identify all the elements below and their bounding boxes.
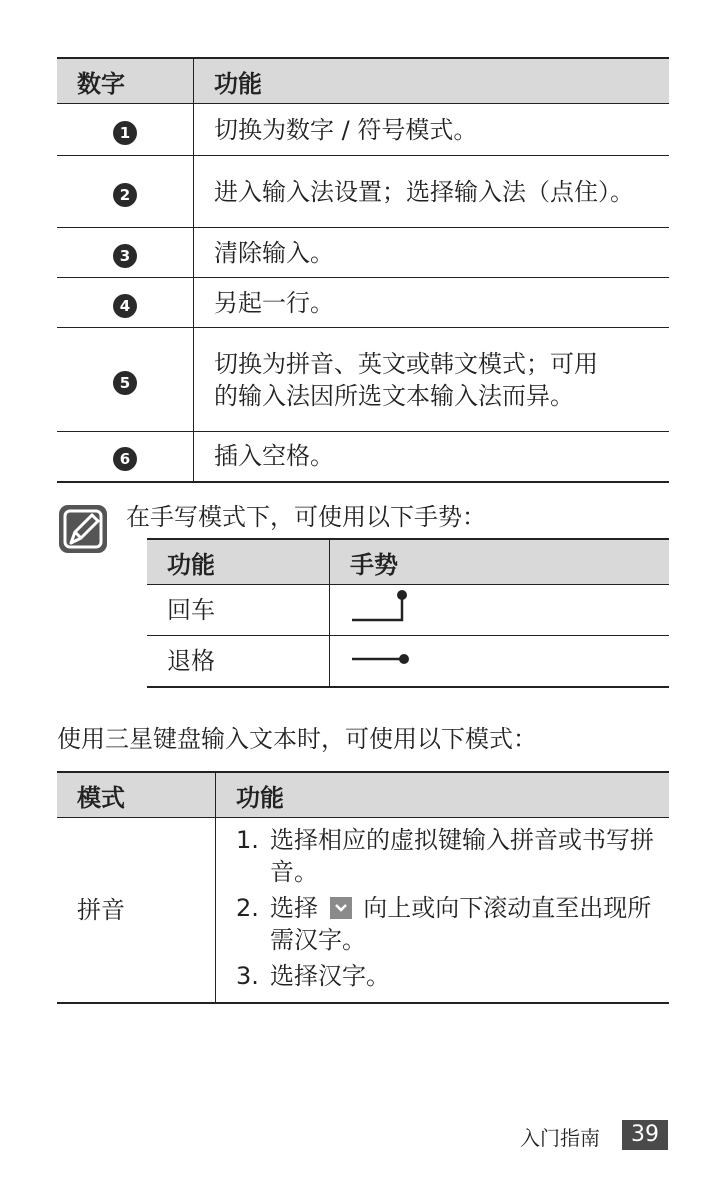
step-item (236, 892, 669, 956)
number-badge: 3 (113, 244, 137, 268)
row-text: 切换为拼音、英文或韩文模式；可用的输入法因所选文本输入法而异。 (194, 328, 670, 432)
section-label: 入门指南 (520, 1126, 600, 1150)
table-row (57, 104, 669, 156)
intro-text: 使用三星键盘输入文本时，可使用以下模式： (57, 725, 537, 753)
row-text: 另起一行。 (194, 278, 670, 328)
gesture-function: 退格 (147, 636, 330, 688)
row-text: 插入空格。 (194, 432, 670, 482)
row-text: 切换为数字 / 符号模式。 (194, 104, 670, 156)
number-badge: 2 (113, 183, 137, 207)
header-function: 功能 (147, 539, 330, 585)
header-gesture: 手势 (330, 539, 670, 585)
page-number: 39 (622, 1120, 668, 1150)
step-text: 选择相应的虚拟键输入拼音或书写拼音。 (270, 826, 654, 886)
step-number: 2. (236, 894, 259, 922)
step-text-post: 向上或向下滚动直至出现所需汉字。 (270, 894, 652, 954)
gesture-function: 回车 (147, 585, 330, 636)
dropdown-arrow-icon (330, 897, 352, 919)
function-table (57, 57, 669, 483)
step-number: 1. (236, 826, 259, 854)
step-number: 3. (236, 962, 259, 990)
step-item (236, 960, 669, 992)
backspace-gesture-icon (350, 647, 420, 675)
header-number: 数字 (57, 58, 194, 104)
table-row (57, 278, 669, 328)
row-text: 进入输入法设置；选择输入法（点住）。 (194, 156, 670, 228)
number-badge: 5 (113, 371, 137, 395)
number-badge: 1 (113, 121, 137, 145)
table-row (57, 328, 669, 432)
mode-name: 拼音 (57, 818, 216, 1004)
table-row (57, 228, 669, 278)
header-function: 功能 (216, 772, 670, 818)
note-pencil-icon (57, 503, 109, 555)
table-row (147, 636, 669, 688)
number-badge: 6 (113, 447, 137, 471)
row-text: 清除输入。 (194, 228, 670, 278)
step-text: 选择汉字。 (270, 962, 390, 990)
header-function: 功能 (194, 58, 670, 104)
table-row (57, 156, 669, 228)
mode-table (57, 771, 669, 1004)
note-text: 在手写模式下，可使用以下手势： (126, 503, 486, 531)
step-item (236, 824, 669, 888)
table-row (57, 818, 669, 1004)
table-row (147, 585, 669, 636)
step-text-pre: 选择 (270, 894, 318, 922)
gesture-table (147, 538, 669, 688)
table-row (57, 432, 669, 482)
header-mode: 模式 (57, 772, 216, 818)
enter-gesture-icon (350, 602, 420, 630)
number-badge: 4 (113, 294, 137, 318)
